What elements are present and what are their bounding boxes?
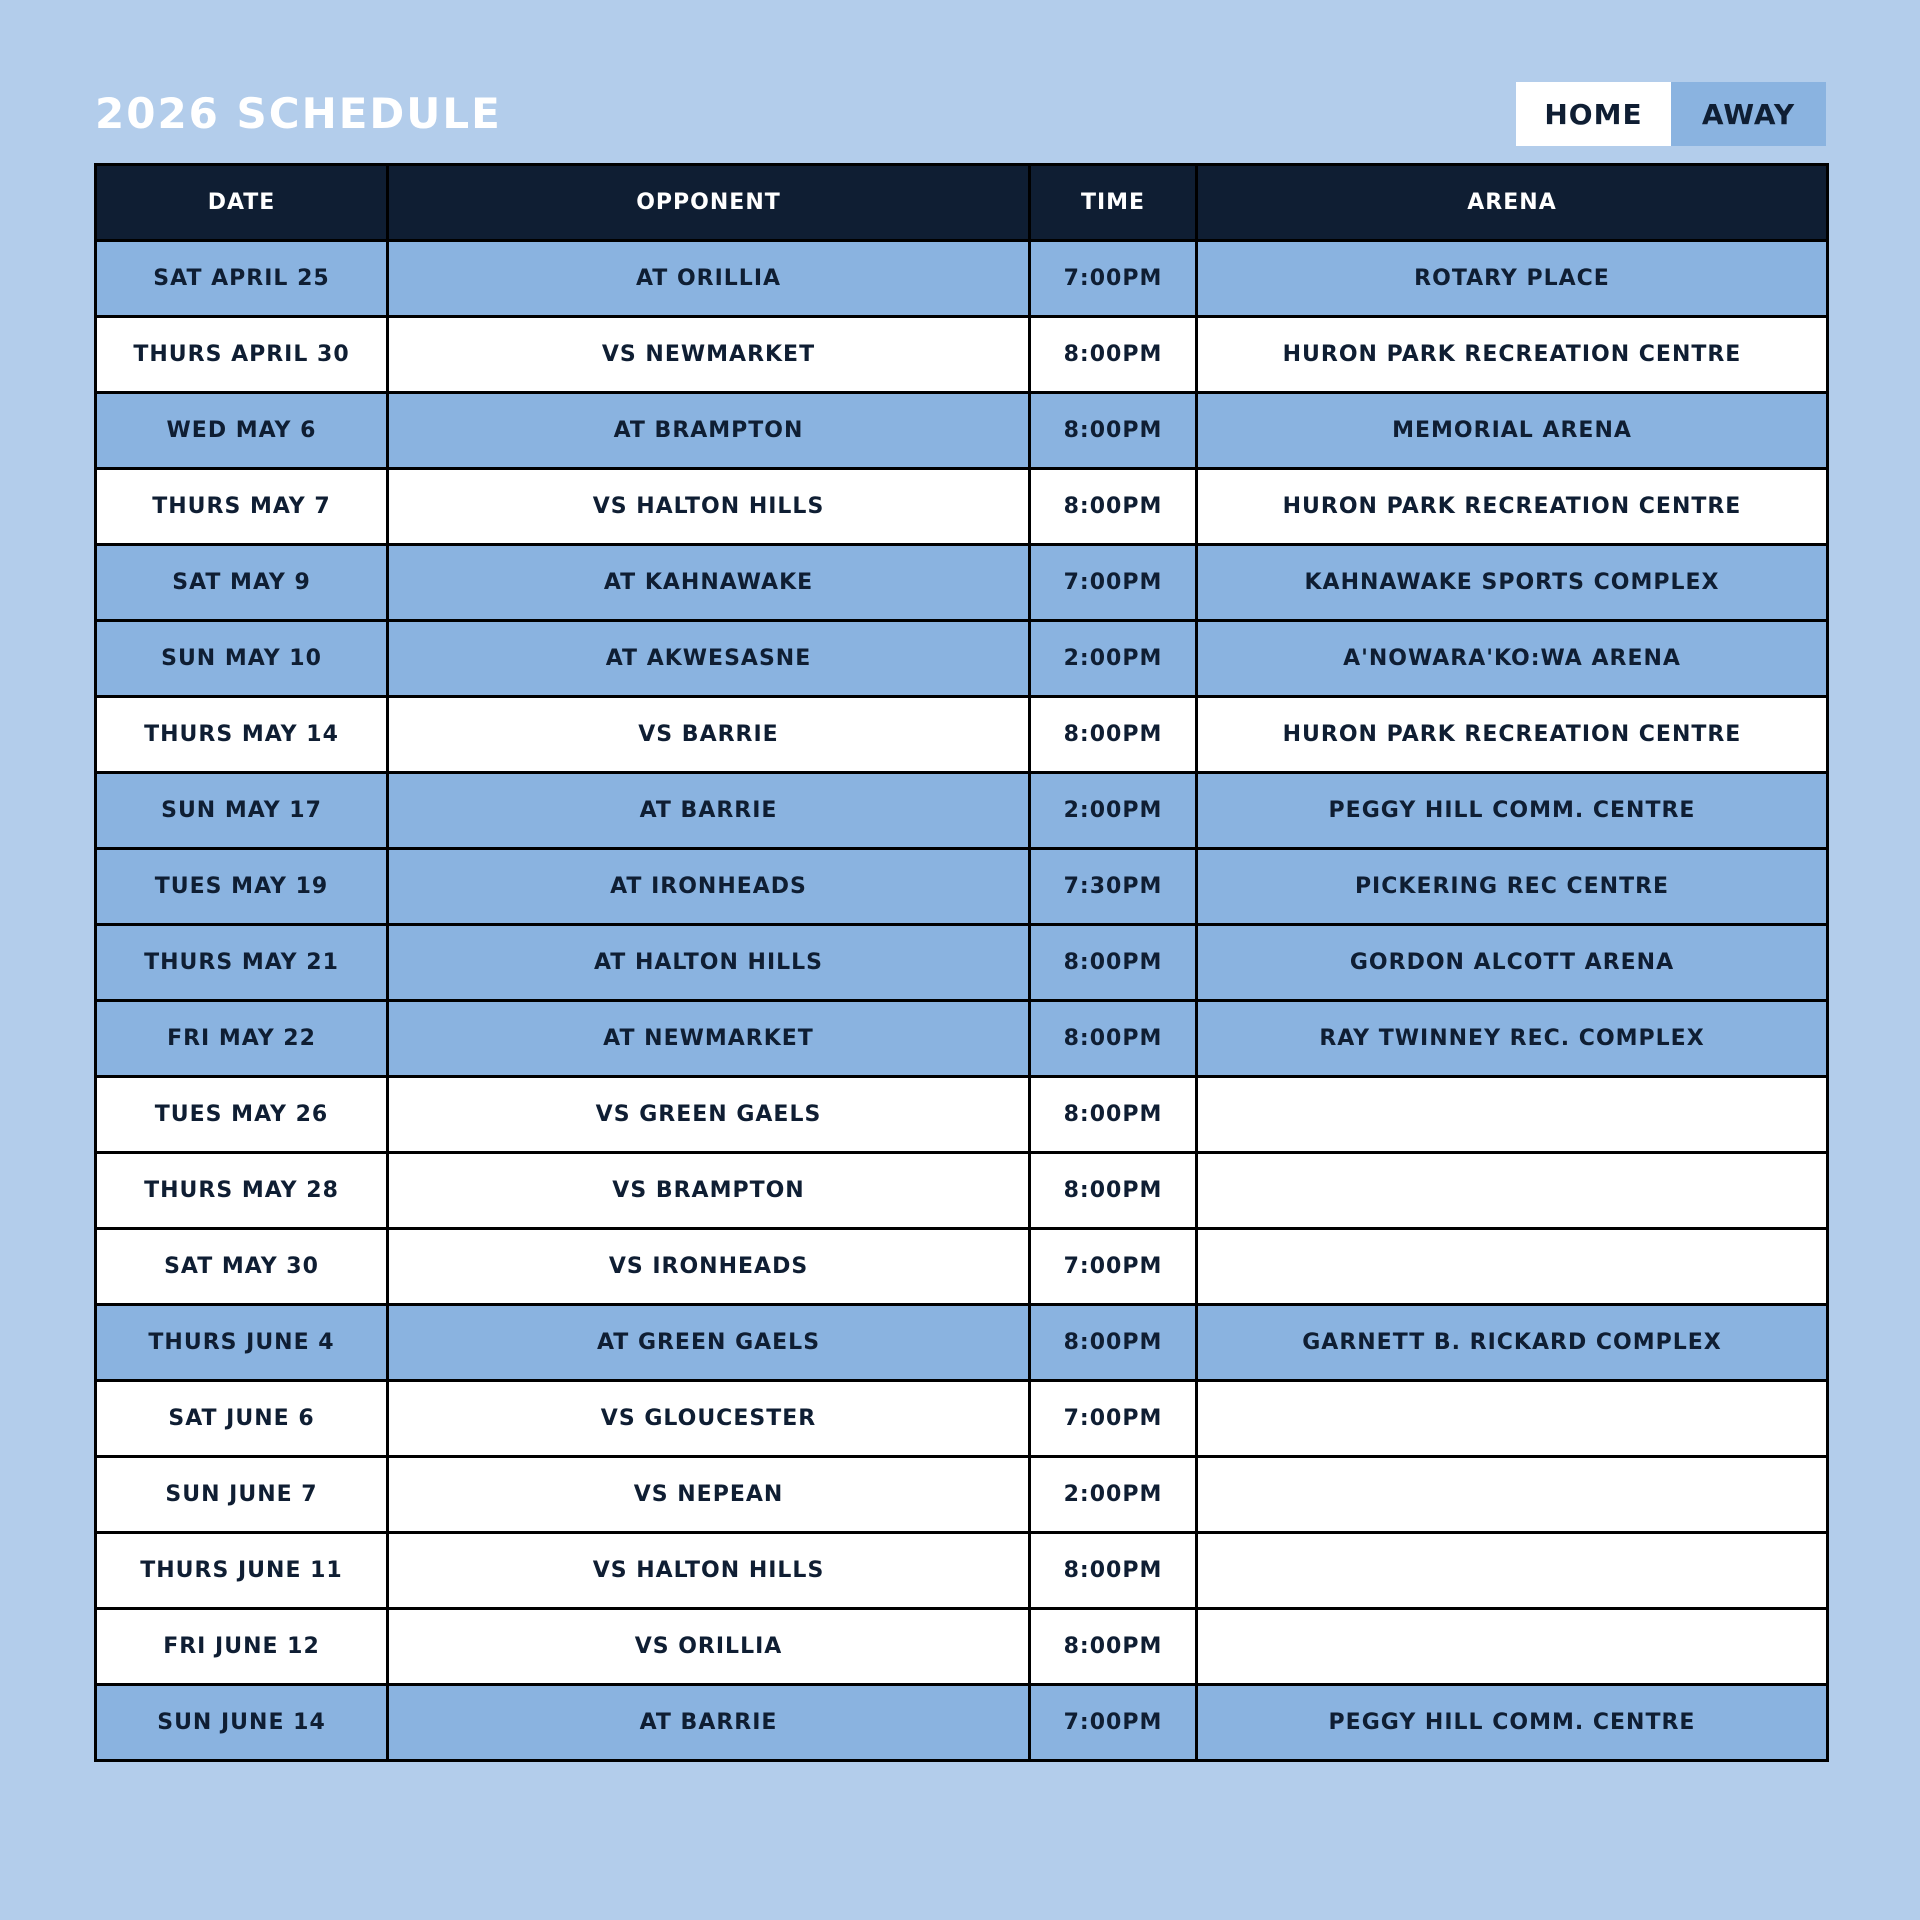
cell-opponent: AT ORILLIA <box>388 241 1030 317</box>
table-row <box>96 317 1828 393</box>
cell-arena <box>1197 1533 1828 1609</box>
table-row <box>96 1457 1828 1533</box>
cell-opponent: AT GREEN GAELS <box>388 1305 1030 1381</box>
table-row <box>96 621 1828 697</box>
table-row <box>96 393 1828 469</box>
cell-arena <box>1197 1077 1828 1153</box>
cell-time: 2:00PM <box>1030 621 1197 697</box>
cell-arena <box>1197 1609 1828 1685</box>
cell-opponent: AT BARRIE <box>388 773 1030 849</box>
cell-time: 8:00PM <box>1030 1609 1197 1685</box>
cell-opponent: VS GREEN GAELS <box>388 1077 1030 1153</box>
page-title: 2026 SCHEDULE <box>95 89 502 138</box>
schedule-table <box>94 163 1829 1762</box>
cell-arena <box>1197 1229 1828 1305</box>
cell-arena: MEMORIAL ARENA <box>1197 393 1828 469</box>
legend-away-label: AWAY <box>1671 82 1826 146</box>
table-row <box>96 925 1828 1001</box>
cell-opponent: AT AKWESASNE <box>388 621 1030 697</box>
cell-date: THURS MAY 21 <box>96 925 388 1001</box>
cell-time: 8:00PM <box>1030 697 1197 773</box>
home-away-legend <box>1516 82 1826 146</box>
cell-opponent: AT BARRIE <box>388 1685 1030 1761</box>
cell-time: 2:00PM <box>1030 773 1197 849</box>
table-row <box>96 1609 1828 1685</box>
cell-time: 7:30PM <box>1030 849 1197 925</box>
cell-arena: PEGGY HILL COMM. CENTRE <box>1197 1685 1828 1761</box>
cell-opponent: VS IRONHEADS <box>388 1229 1030 1305</box>
cell-arena: RAY TWINNEY REC. COMPLEX <box>1197 1001 1828 1077</box>
cell-opponent: VS GLOUCESTER <box>388 1381 1030 1457</box>
column-header-opponent: OPPONENT <box>388 165 1030 241</box>
cell-date: SAT APRIL 25 <box>96 241 388 317</box>
cell-arena: HURON PARK RECREATION CENTRE <box>1197 469 1828 545</box>
table-row <box>96 1381 1828 1457</box>
cell-time: 7:00PM <box>1030 1229 1197 1305</box>
cell-arena: A'NOWARA'KO:WA ARENA <box>1197 621 1828 697</box>
cell-date: TUES MAY 26 <box>96 1077 388 1153</box>
cell-date: SUN MAY 17 <box>96 773 388 849</box>
cell-time: 8:00PM <box>1030 1001 1197 1077</box>
cell-time: 8:00PM <box>1030 925 1197 1001</box>
legend-home-label: HOME <box>1516 82 1671 146</box>
cell-opponent: VS NEPEAN <box>388 1457 1030 1533</box>
cell-opponent: AT NEWMARKET <box>388 1001 1030 1077</box>
cell-arena: ROTARY PLACE <box>1197 241 1828 317</box>
cell-time: 8:00PM <box>1030 1153 1197 1229</box>
cell-time: 8:00PM <box>1030 1077 1197 1153</box>
table-row <box>96 1533 1828 1609</box>
table-row <box>96 1001 1828 1077</box>
cell-opponent: AT BRAMPTON <box>388 393 1030 469</box>
cell-time: 7:00PM <box>1030 1381 1197 1457</box>
table-row <box>96 469 1828 545</box>
column-header-time: TIME <box>1030 165 1197 241</box>
table-row <box>96 697 1828 773</box>
cell-arena: PEGGY HILL COMM. CENTRE <box>1197 773 1828 849</box>
table-row <box>96 241 1828 317</box>
cell-date: SAT MAY 30 <box>96 1229 388 1305</box>
table-row <box>96 1077 1828 1153</box>
cell-arena: KAHNAWAKE SPORTS COMPLEX <box>1197 545 1828 621</box>
cell-date: SAT MAY 9 <box>96 545 388 621</box>
cell-arena: HURON PARK RECREATION CENTRE <box>1197 317 1828 393</box>
cell-date: FRI JUNE 12 <box>96 1609 388 1685</box>
cell-date: WED MAY 6 <box>96 393 388 469</box>
cell-date: THURS APRIL 30 <box>96 317 388 393</box>
cell-time: 8:00PM <box>1030 469 1197 545</box>
cell-date: SAT JUNE 6 <box>96 1381 388 1457</box>
cell-arena <box>1197 1457 1828 1533</box>
cell-time: 7:00PM <box>1030 545 1197 621</box>
column-header-date: DATE <box>96 165 388 241</box>
cell-arena: GARNETT B. RICKARD COMPLEX <box>1197 1305 1828 1381</box>
cell-arena: GORDON ALCOTT ARENA <box>1197 925 1828 1001</box>
table-row <box>96 1685 1828 1761</box>
cell-date: THURS JUNE 11 <box>96 1533 388 1609</box>
cell-opponent: VS BARRIE <box>388 697 1030 773</box>
cell-arena <box>1197 1381 1828 1457</box>
cell-time: 8:00PM <box>1030 1305 1197 1381</box>
cell-date: THURS MAY 7 <box>96 469 388 545</box>
table-row <box>96 773 1828 849</box>
table-row <box>96 849 1828 925</box>
table-row <box>96 1305 1828 1381</box>
cell-date: TUES MAY 19 <box>96 849 388 925</box>
column-header-arena: ARENA <box>1197 165 1828 241</box>
cell-opponent: VS HALTON HILLS <box>388 469 1030 545</box>
table-header-row <box>96 165 1828 241</box>
table-row <box>96 1229 1828 1305</box>
cell-arena <box>1197 1153 1828 1229</box>
cell-opponent: VS BRAMPTON <box>388 1153 1030 1229</box>
cell-opponent: AT IRONHEADS <box>388 849 1030 925</box>
cell-time: 7:00PM <box>1030 1685 1197 1761</box>
cell-opponent: AT HALTON HILLS <box>388 925 1030 1001</box>
table-row <box>96 545 1828 621</box>
cell-opponent: VS ORILLIA <box>388 1609 1030 1685</box>
cell-date: THURS JUNE 4 <box>96 1305 388 1381</box>
cell-opponent: VS NEWMARKET <box>388 317 1030 393</box>
cell-time: 2:00PM <box>1030 1457 1197 1533</box>
cell-time: 8:00PM <box>1030 1533 1197 1609</box>
table-row <box>96 1153 1828 1229</box>
cell-time: 8:00PM <box>1030 393 1197 469</box>
cell-date: SUN JUNE 14 <box>96 1685 388 1761</box>
cell-date: SUN MAY 10 <box>96 621 388 697</box>
schedule-body <box>96 241 1828 1761</box>
cell-date: FRI MAY 22 <box>96 1001 388 1077</box>
cell-arena: HURON PARK RECREATION CENTRE <box>1197 697 1828 773</box>
cell-date: THURS MAY 28 <box>96 1153 388 1229</box>
cell-date: SUN JUNE 7 <box>96 1457 388 1533</box>
cell-opponent: AT KAHNAWAKE <box>388 545 1030 621</box>
cell-time: 8:00PM <box>1030 317 1197 393</box>
cell-opponent: VS HALTON HILLS <box>388 1533 1030 1609</box>
cell-time: 7:00PM <box>1030 241 1197 317</box>
cell-date: THURS MAY 14 <box>96 697 388 773</box>
cell-arena: PICKERING REC CENTRE <box>1197 849 1828 925</box>
